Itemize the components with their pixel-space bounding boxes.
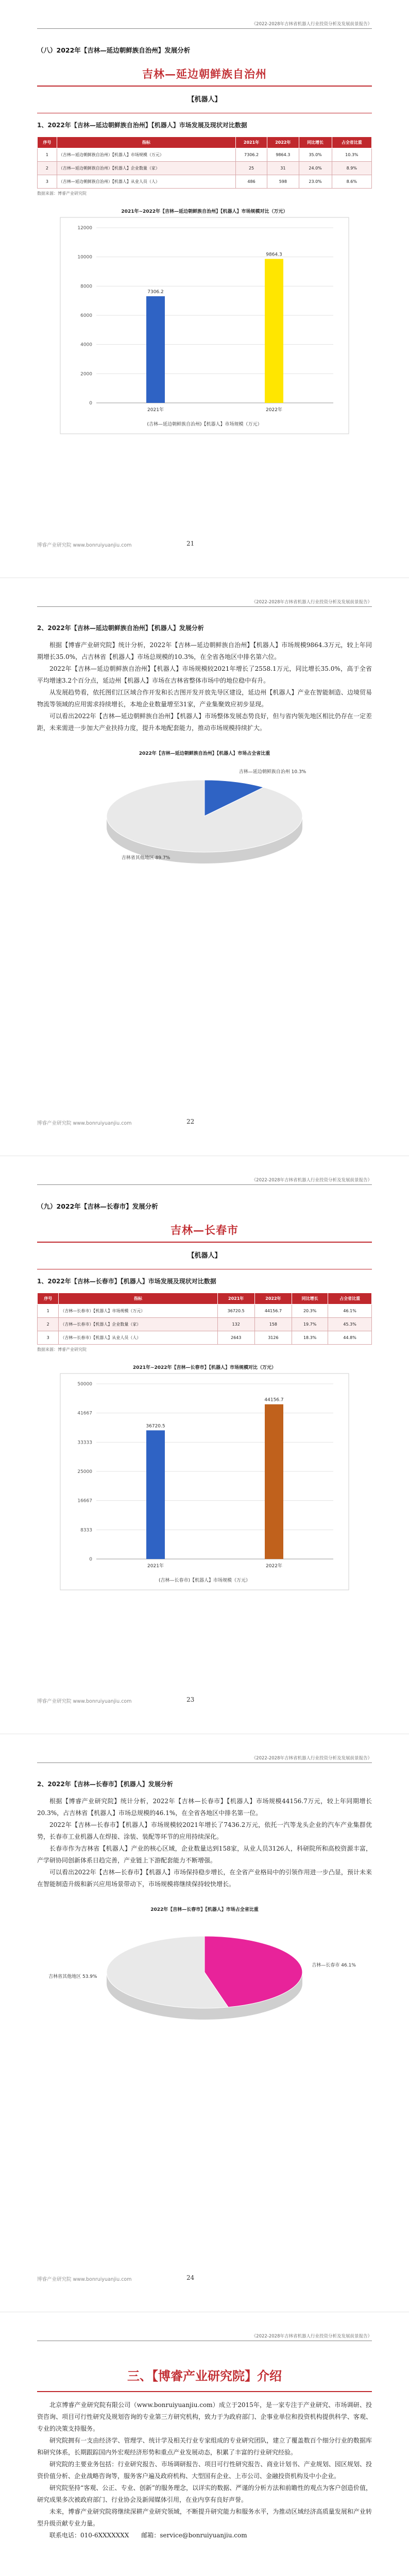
pie-chart — [60, 759, 349, 893]
chart-frame — [60, 1374, 349, 1590]
bar — [146, 296, 165, 403]
y-tick-label: 50000 — [77, 1382, 92, 1387]
bar-value-label: 7306.2 — [147, 289, 164, 295]
table-header: 指标 — [57, 137, 235, 148]
report-page — [0, 1734, 409, 2312]
table-cell: （吉林—延边朝鲜族自治州）【机器人】企业数量（家） — [57, 162, 235, 175]
page-header: 《2022-2028年吉林省机器人行业投资分析及发展前景报告》 — [37, 599, 372, 607]
table-row — [38, 162, 372, 175]
table-cell: 598 — [267, 175, 299, 189]
table-source: 数据来源：博睿产业研究院 — [37, 1347, 87, 1352]
bar-value-label: 9864.3 — [266, 252, 282, 258]
paragraph: 未来，博睿产业研究院将继续深耕产业研究领域，不断提升研究能力和服务水平，为推动区域经济高质量发展和产业转型升级贡献专业力量。 — [37, 2508, 372, 2527]
y-tick-label: 12000 — [77, 226, 92, 231]
footer-url: 博睿产业研究院 www.bonruiyuanjiu.com — [37, 1121, 132, 1126]
table-cell: 7306.2 — [235, 148, 267, 162]
pie-slice-label: 吉林省其他地区 89.7% — [121, 855, 171, 861]
table-header: 占全省比重 — [328, 1293, 372, 1304]
x-tick-label: 2022年 — [266, 1564, 282, 1569]
y-tick-label: 16667 — [77, 1498, 92, 1504]
paragraph: 研究院的主要业务包括：行业研究报告、市场调研报告、项目可行性研究报告、商业计划书、产业规划、园区规划、投资价值分析、企业战略咨询等，服务客户遍及政府机构、大型国有企业、上市公司、金融投资机构及中小企业。 — [37, 2461, 372, 2480]
table-header: 2021年 — [235, 137, 267, 148]
y-tick-label: 10000 — [77, 255, 92, 260]
table-cell: 2 — [38, 1318, 59, 1331]
table-row — [38, 148, 372, 162]
paragraph: 可以看出2022年【吉林—长春市】【机器人】市场保持稳步增长，在全省产业格局中的引领作用进一步凸显，预计未来在智能制造升级和新兴应用场景带动下，市场规模将继续保持较快增长。 — [37, 1869, 372, 1888]
divider — [37, 2391, 372, 2392]
subsection-title: 2、2022年【吉林—延边朝鲜族自治州】【机器人】发展分析 — [37, 624, 204, 632]
table-cell: 158 — [254, 1318, 292, 1331]
y-tick-label: 0 — [89, 1557, 92, 1562]
intro-title: 三、【博睿产业研究院】介绍 — [127, 2369, 282, 2383]
table-cell: 44.8% — [328, 1331, 372, 1345]
pie-chart-title: 2022年【吉林—长春市】【机器人】市场占全省比重 — [150, 1907, 259, 1912]
table-cell: 31 — [267, 162, 299, 175]
table-cell: （吉林—延边朝鲜族自治州）【机器人】从业人员（人） — [57, 175, 235, 189]
table-cell: 1 — [38, 148, 57, 162]
y-tick-label: 25000 — [77, 1469, 92, 1475]
table-header: 2022年 — [254, 1293, 292, 1304]
report-page — [0, 0, 409, 578]
y-tick-label: 2000 — [80, 371, 92, 377]
industry-title: 【机器人】 — [188, 96, 221, 104]
table-cell: 10.3% — [332, 148, 371, 162]
paragraph: 从发展趋势看，依托图们江区域合作开发和长吉图开发开放先导区建设，延边州【机器人】产业在智能制造、边境贸易物流等领域的应用需求持续增长，本地企业数量增至31家，产业集聚效应初步显现。 — [37, 689, 372, 708]
page-number: 23 — [186, 1696, 195, 1703]
table-header: 同比增长 — [299, 137, 332, 148]
pie-slice — [107, 780, 302, 852]
table-cell: 23.0% — [299, 175, 332, 189]
table-cell: 2643 — [217, 1331, 254, 1345]
table-header: 同比增长 — [292, 1293, 328, 1304]
bar — [265, 259, 283, 403]
table-cell: 19.7% — [292, 1318, 328, 1331]
table-cell: 46.1% — [328, 1304, 372, 1318]
table-cell: 25 — [235, 162, 267, 175]
footer-url: 博睿产业研究院 www.bonruiyuanjiu.com — [37, 543, 132, 548]
table-cell: 3 — [38, 1331, 59, 1345]
y-tick-label: 33333 — [77, 1440, 92, 1446]
chart-title: 2021年~2022年【吉林—延边朝鲜族自治州】【机器人】市场规模对比（万元） — [121, 209, 288, 214]
x-tick-label: 2022年 — [266, 408, 282, 413]
bar-chart — [60, 217, 349, 434]
table-header: 占全省比重 — [332, 137, 371, 148]
y-tick-label: 6000 — [80, 313, 92, 318]
table-header: 指标 — [59, 1293, 217, 1304]
y-tick-label: 41667 — [77, 1411, 92, 1416]
table-row — [38, 1304, 372, 1318]
table-cell: 8.9% — [332, 162, 371, 175]
pie-chart-title: 2022年【吉林—延边朝鲜族自治州】【机器人】市场占全省比重 — [139, 751, 270, 756]
subsection-title: 2、2022年【吉林—长春市】【机器人】发展分析 — [37, 1781, 173, 1788]
table-cell: 2 — [38, 162, 57, 175]
contact-line: 联系电话：010-6XXXXXXX 邮箱：service@bonruiyuanjiu.com — [49, 2532, 247, 2539]
page-number: 21 — [186, 540, 195, 547]
footer-url: 博睿产业研究院 www.bonruiyuanjiu.com — [37, 1699, 132, 1704]
table-row — [38, 175, 372, 189]
table-header: 2021年 — [217, 1293, 254, 1304]
industry-title: 【机器人】 — [188, 1252, 221, 1260]
page-number: 22 — [186, 1118, 195, 1125]
paragraph: 根据【博睿产业研究院】统计分析，2022年【吉林—延边朝鲜族自治州】【机器人】市场规模9864.3万元，较上年同期增长35.0%，占吉林省【机器人】市场总规模的10.3%，在全省各地区中排名第六位。 — [37, 641, 372, 660]
x-tick-label: 2021年 — [147, 1564, 164, 1569]
data-table — [37, 137, 372, 189]
pie-slice-label: 吉林—长春市 46.1% — [312, 1963, 356, 1969]
table-cell: 1 — [38, 1304, 59, 1318]
table-cell: （吉林—延边朝鲜族自治州）【机器人】市场规模（万元） — [57, 148, 235, 162]
paragraph: 根据【博睿产业研究院】统计分析，2022年【吉林—长春市】【机器人】市场规模44156.7万元，较上年同期增长20.3%，占吉林省【机器人】市场总规模的46.1%，在全省各地区中排名第一位。 — [37, 1798, 372, 1817]
page-header: 《2022-2028年吉林省机器人行业投资分析及发展前景报告》 — [37, 2333, 372, 2341]
footer-url: 博睿产业研究院 www.bonruiyuanjiu.com — [37, 2277, 132, 2282]
paragraph: 北京博睿产业研究院有限公司（www.bonruiyuanjiu.com）成立于2015年，是一家专注于产业研究、市场调研、投资咨询、项目可行性研究及规划咨询的专业第三方研究机构，致力于为政府部门、企事业单位和投资机构提供科学、客观、专业的决策支持服务。 — [37, 2401, 372, 2432]
page-header: 《2022-2028年吉林省机器人行业投资分析及发展前景报告》 — [37, 1177, 372, 1185]
table-cell: 8.6% — [332, 175, 371, 189]
subsection-title: 1、2022年【吉林—长春市】【机器人】市场发展及现状对比数据 — [37, 1278, 216, 1285]
table-cell: 3126 — [254, 1331, 292, 1345]
table-cell: 18.3% — [292, 1331, 328, 1345]
legend-label: (吉林—长春市)【机器人】市场规模（万元） — [158, 1578, 251, 1583]
pie-chart — [48, 1916, 356, 2049]
table-cell: 3 — [38, 175, 57, 189]
table-source: 数据来源：博睿产业研究院 — [37, 191, 87, 196]
table-header: 序号 — [38, 1293, 59, 1304]
table-cell: 36720.5 — [217, 1304, 254, 1318]
bar-value-label: 44156.7 — [264, 1397, 284, 1403]
page-header: 《2022-2028年吉林省机器人行业投资分析及发展前景报告》 — [37, 1755, 372, 1763]
table-row — [38, 1318, 372, 1331]
bar-chart — [60, 1374, 349, 1590]
bar — [146, 1430, 165, 1559]
paragraph: 2022年【吉林—长春市】【机器人】市场规模较2021年增长了7436.2万元，依托一汽等龙头企业的汽车产业集群优势，长春市工业机器人在焊接、涂装、装配等环节的应用持续深化。 — [37, 1821, 372, 1840]
y-tick-label: 8000 — [80, 284, 92, 290]
report-page — [0, 2312, 409, 2576]
pie-slice-label: 吉林—延边朝鲜族自治州 10.3% — [238, 769, 306, 775]
x-tick-label: 2021年 — [147, 408, 164, 413]
paragraph: 2022年【吉林—延边朝鲜族自治州】【机器人】市场规模较2021年增长了2558.1万元，同比增长35.0%，高于全省平均增速3.2个百分点，延边州【机器人】市场在吉林省整体市场中的地位稳中有升。 — [37, 665, 372, 684]
paragraph: 可以看出2022年【吉林—延边朝鲜族自治州】【机器人】市场整体发展态势良好，但与省内领先地区相比仍存在一定差距，未来需进一步加大产业扶持力度，提升本地配套能力，推动市场规模持续扩大。 — [37, 713, 372, 732]
city-title: 吉林—长春市 — [171, 1224, 238, 1236]
table-cell: 20.3% — [292, 1304, 328, 1318]
y-tick-label: 0 — [89, 401, 92, 406]
table-cell: 486 — [235, 175, 267, 189]
table-cell: 35.0% — [299, 148, 332, 162]
city-title: 吉林—延边朝鲜族自治州 — [142, 67, 267, 80]
section-title: （九）2022年【吉林—长春市】发展分析 — [37, 1202, 158, 1210]
page-number: 24 — [186, 2274, 195, 2281]
divider — [37, 1242, 372, 1243]
report-page — [0, 578, 409, 1156]
paragraph: 长春市作为吉林省【机器人】产业的核心区域，企业数量达到158家，从业人员3126人，科研院所和高校资源丰富，产学研协同创新体系日趋完善，产业链上下游配套能力不断增强。 — [37, 1845, 372, 1864]
table-header: 序号 — [38, 137, 57, 148]
table-cell: 132 — [217, 1318, 254, 1331]
section-title: （八）2022年【吉林—延边朝鲜族自治州】发展分析 — [37, 46, 191, 54]
table-cell: 24.0% — [299, 162, 332, 175]
table-cell: （吉林—长春市）【机器人】从业人员（人） — [59, 1331, 217, 1345]
bar — [265, 1404, 283, 1559]
data-table — [37, 1293, 372, 1345]
table-cell: 44156.7 — [254, 1304, 292, 1318]
table-cell: （吉林—长春市）【机器人】市场规模（万元） — [59, 1304, 217, 1318]
y-tick-label: 8333 — [80, 1528, 92, 1533]
chart-title: 2021年~2022年【吉林—长春市】【机器人】市场规模对比（万元） — [132, 1365, 277, 1370]
legend-label: (吉林—延边朝鲜族自治州)【机器人】市场规模（万元） — [147, 422, 262, 427]
divider — [37, 86, 372, 87]
table-cell: （吉林—长春市）【机器人】企业数量（家） — [59, 1318, 217, 1331]
paragraph: 研究院拥有一支由经济学、管理学、统计学及相关行业专家组成的专业研究团队，建立了覆盖数百个细分行业的数据库和研究体系，长期跟踪国内外宏观经济形势和重点产业发展动态，积累了丰富的行业研究经验。 — [37, 2437, 372, 2456]
subsection-title: 1、2022年【吉林—延边朝鲜族自治州】【机器人】市场发展及现状对比数据 — [37, 122, 247, 129]
table-cell: 45.3% — [328, 1318, 372, 1331]
table-cell: 9864.3 — [267, 148, 299, 162]
paragraph: 研究院坚持“客观、公正、专业、创新”的服务理念，以详实的数据、严谨的分析方法和前瞻性的观点为客户创造价值，研究成果多次被政府部门、行业协会及新闻媒体引用，在业内享有良好声誉。 — [37, 2484, 372, 2503]
table-row — [38, 1331, 372, 1345]
report-page — [0, 1156, 409, 1734]
page-header: 《2022-2028年吉林省机器人行业投资分析及发展前景报告》 — [37, 21, 372, 29]
chart-frame — [60, 217, 349, 434]
y-tick-label: 4000 — [80, 342, 92, 348]
pie-slice-label: 吉林省其他地区 53.9% — [48, 1974, 97, 1979]
table-header: 2022年 — [267, 137, 299, 148]
bar-value-label: 36720.5 — [146, 1423, 165, 1429]
